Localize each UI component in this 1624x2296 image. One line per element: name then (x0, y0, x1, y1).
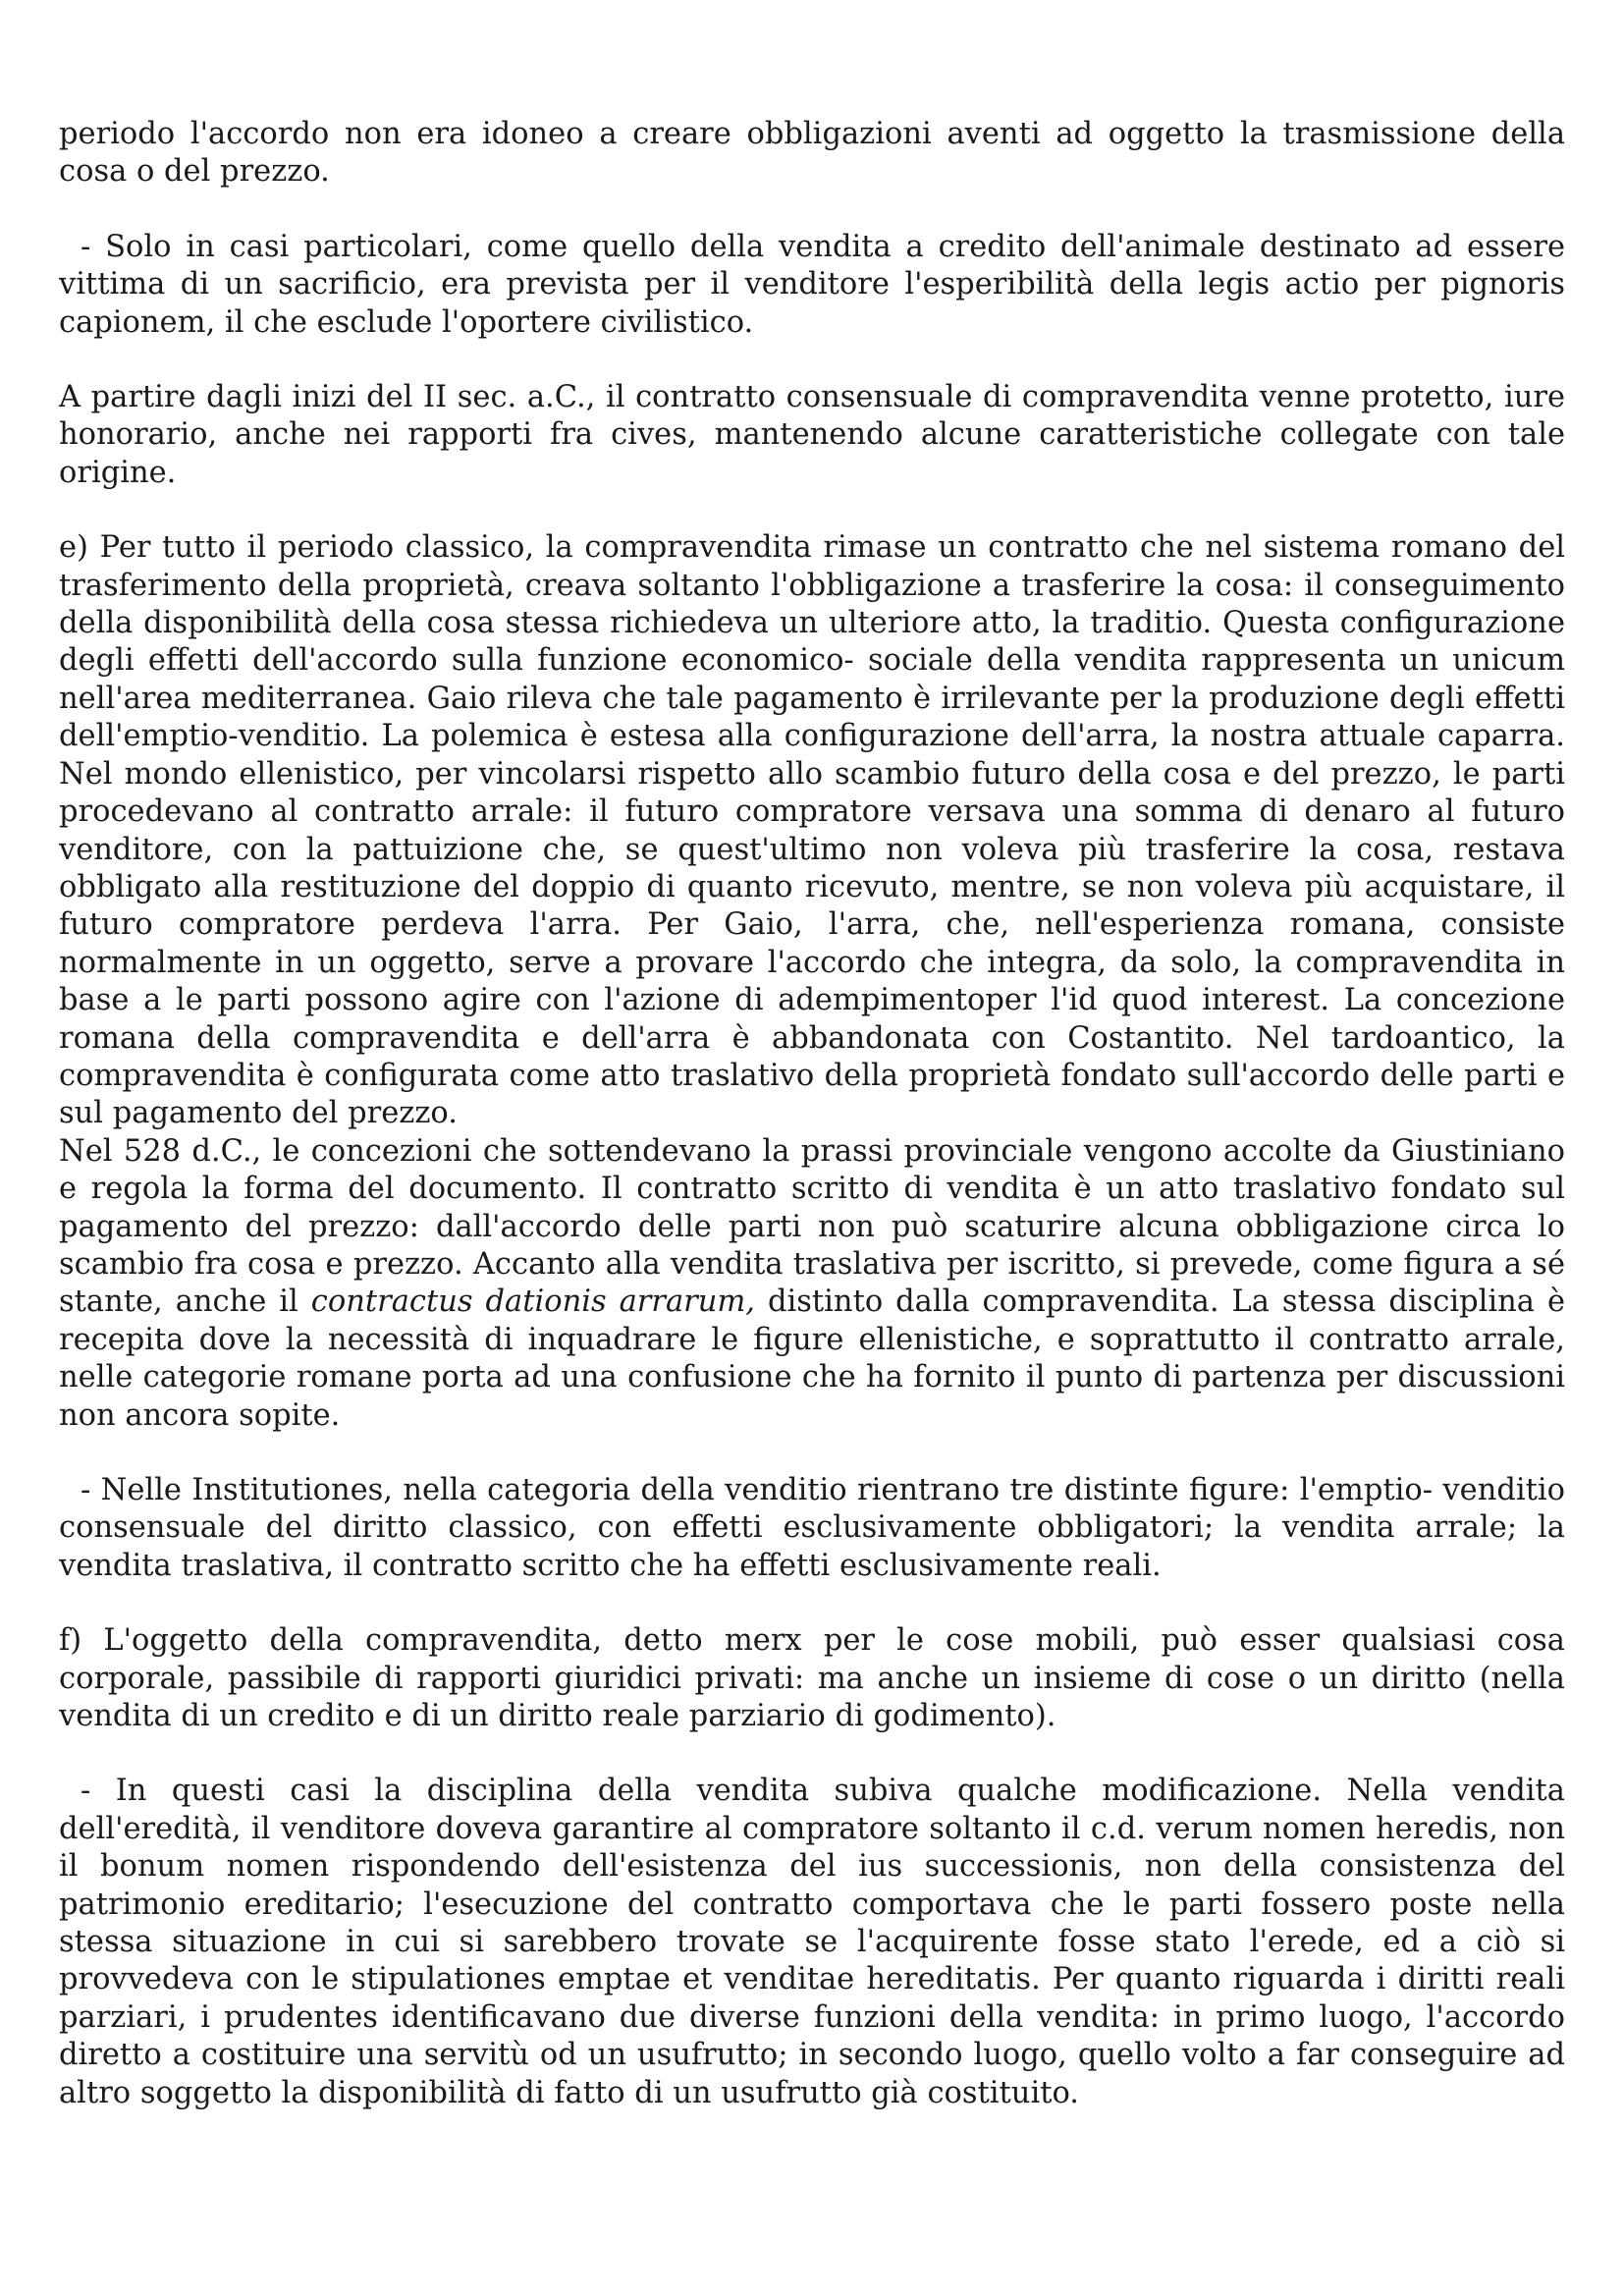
paragraph-sacrificio: - Solo in casi particolari, come quello della vendita a credito dell'animale destinato ad essere vittima di un sacrificio, era prevista per il venditore l'esperibilità della legis actio per pignoris capionem, il che esclude l'oportere civilistico. (59, 229, 1565, 340)
paragraph-f-oggetto: f) L'oggetto della compravendita, detto merx per le cose mobili, può esser qualsiasi cosa corporale, passibile di rapporti giuridici privati: ma anche un insieme di cose o un diritto (nella vendita di un credito e di un diritto reale parziario di godimento). (59, 1623, 1565, 1734)
paragraph-528-text-before: Nel 528 d.C., le concezioni che sottendevano la prassi provinciale vengono accolte da Giustiniano e regola la forma del documento. Il contratto scritto di vendita è un atto traslativo fondato sul pagamento del prezzo: dall'accordo delle parti non può scaturire alcuna obbligazione circa lo scambio fra cosa e prezzo. Accanto alla vendita traslativa per iscritto, si prevede, come figura a sé stante, anche il (59, 1133, 1565, 1320)
paragraph-ii-sec: A partire dagli inizi del II sec. a.C., il contratto consensuale di compravendita venne protetto, iure honorario, anche nei rapporti fra cives, mantenendo alcune caratteristiche collegate con tale origine. (59, 380, 1565, 490)
paragraph-528 (59, 1133, 1565, 1435)
paragraph-continuation: periodo l'accordo non era idoneo a creare obbligazioni aventi ad oggetto la trasmissione della cosa o del prezzo. (59, 117, 1565, 190)
document-page (59, 116, 1565, 2112)
paragraph-institutiones: - Nelle Institutiones, nella categoria della venditio rientrano tre distinte figure: l'emptio- venditio consensuale del diritto classico, con effetti esclusivamente obbligatori; la vendita arrale; la vendita traslativa, il contratto scritto che ha effetti esclusivamente reali. (59, 1473, 1565, 1583)
paragraph-e-classico: e) Per tutto il periodo classico, la compravendita rimase un contratto che nel sistema romano del trasferimento della proprietà, creava soltanto l'obbligazione a trasferire la cosa: il conseguimento della disponibilità della cosa stessa richiedeva un ulteriore atto, la traditio. Questa configurazione degli effetti dell'accordo sulla funzione economico- sociale della vendita rappresenta un unicum nell'area mediterranea. Gaio rileva che tale pagamento è irrilevante per la produzione degli effetti dell'emptio-venditio. La polemica è estesa alla configurazione dell'arra, la nostra attuale caparra. Nel mondo ellenistico, per vincolarsi rispetto allo scambio futuro della cosa e del prezzo, le parti procedevano al contratto arrale: il futuro compratore versava una somma di denaro al futuro venditore, con la pattuizione che, se quest'ultimo non voleva più trasferire la cosa, restava obbligato alla restituzione del doppio di quanto ricevuto, mentre, se non voleva più acquistare, il futuro compratore perdeva l'arra. Per Gaio, l'arra, che, nell'esperienza romana, consiste normalmente in un oggetto, serve a provare l'accordo che integra, da solo, la compravendita in base a le parti possono agire con l'azione di adempimentoper l'id quod interest. La concezione romana della compravendita e dell'arra è abbandonata con Costantito. Nel tardoantico, la compravendita è configurata come atto traslativo della proprietà fondato sull'accordo delle parti e sul pagamento del prezzo. (59, 530, 1565, 1131)
paragraph-528-italic-term: contractus dationis arrarum, (310, 1285, 755, 1320)
paragraph-528-text-after: distinto dalla compravendita. La stessa disciplina è recepita dove la necessità di inquadrare le figure ellenistiche, e soprattutto il contratto arrale, nelle categorie romane porta ad una confusione che ha fornito il punto di partenza per discussioni non ancora sopite. (59, 1285, 1566, 1433)
paragraph-eredita: - In questi casi la disciplina della vendita subiva qualche modificazione. Nella vendita dell'eredità, il venditore doveva garantire al compratore soltanto il c.d. verum nomen heredis, non il bonum nomen rispondendo dell'esistenza del ius successionis, non della consistenza del patrimonio ereditario; l'esecuzione del contratto comportava che le parti fossero poste nella stessa situazione in cui si sarebbero trovate se l'acquirente fosse stato l'erede, ed a ciò si provvedeva con le stipulationes emptae et venditae hereditatis. Per quanto riguarda i diritti reali parziari, i prudentes identificavano due diverse funzioni della vendita: in primo luogo, l'accordo diretto a costituire una servitù od un usufrutto; in secondo luogo, quello volto a far conseguire ad altro soggetto la disponibilità di fatto di un usufrutto già costituito. (59, 1774, 1565, 2110)
